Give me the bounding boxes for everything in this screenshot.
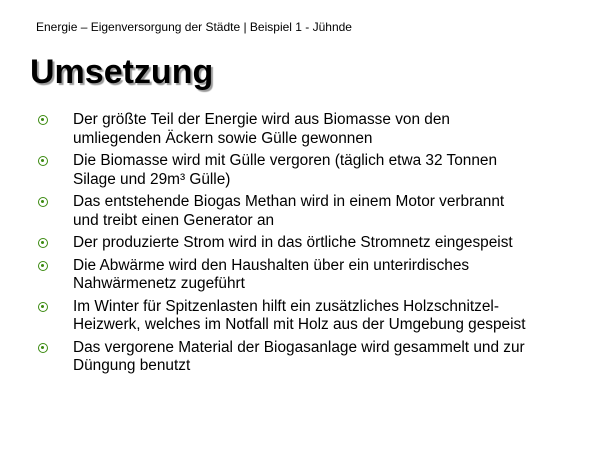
bullet-text-line: Heizwerk, welches im Notfall mit Holz aus der Umgebung gespeist (73, 316, 526, 333)
slide-title: Umsetzung (30, 53, 214, 91)
bullet-item (36, 234, 596, 253)
slide-header: Energie – Eigenversorgung der Städte | Beispiel 1 - Jühnde (36, 20, 352, 34)
bullet-circle-icon (38, 156, 48, 166)
bullet-text-line: und treibt einen Generator an (73, 211, 275, 229)
bullet-text-line: Die Biomasse wird mit Gülle vergoren (täglich etwa 32 Tonnen (73, 152, 498, 169)
bullet-text-line: Nahwärmenetz zugeführt (73, 275, 245, 292)
bullet-circle-icon (38, 238, 48, 248)
bullet-circle-icon (38, 261, 48, 271)
bullet-circle-icon (38, 115, 48, 125)
bullet-circle-icon (38, 302, 48, 312)
bullet-circle-icon (38, 343, 48, 353)
bullet-text-line: Im Winter für Spitzenlasten hilft ein zusätzliches Holzschnitzel- (73, 297, 499, 315)
bullet-item (36, 111, 596, 148)
bullet-item (36, 257, 596, 294)
bullet-item (36, 298, 596, 335)
bullet-text-line: Das vergorene Material der Biogasanlage wird gesammelt und zur (73, 338, 525, 356)
bullet-list (36, 111, 596, 380)
bullet-circle-icon (38, 197, 48, 207)
bullet-text-line: Silage und 29m³ Gülle) (73, 170, 231, 188)
bullet-text-line: Die Abwärme wird den Haushalten über ein unterirdisches (73, 256, 470, 274)
bullet-item (36, 152, 596, 189)
bullet-text-line: Düngung benutzt (73, 357, 191, 374)
bullet-item (36, 193, 596, 230)
bullet-item (36, 339, 596, 376)
bullet-text-line: Das entstehende Biogas Methan wird in einem Motor verbrannt (73, 193, 505, 210)
bullet-text-line: Der größte Teil der Energie wird aus Biomasse von den (73, 111, 450, 128)
bullet-text-line: umliegenden Äckern sowie Gülle gewonnen (73, 129, 373, 147)
bullet-text-line: Der produzierte Strom wird in das örtliche Stromnetz eingespeist (73, 234, 513, 251)
